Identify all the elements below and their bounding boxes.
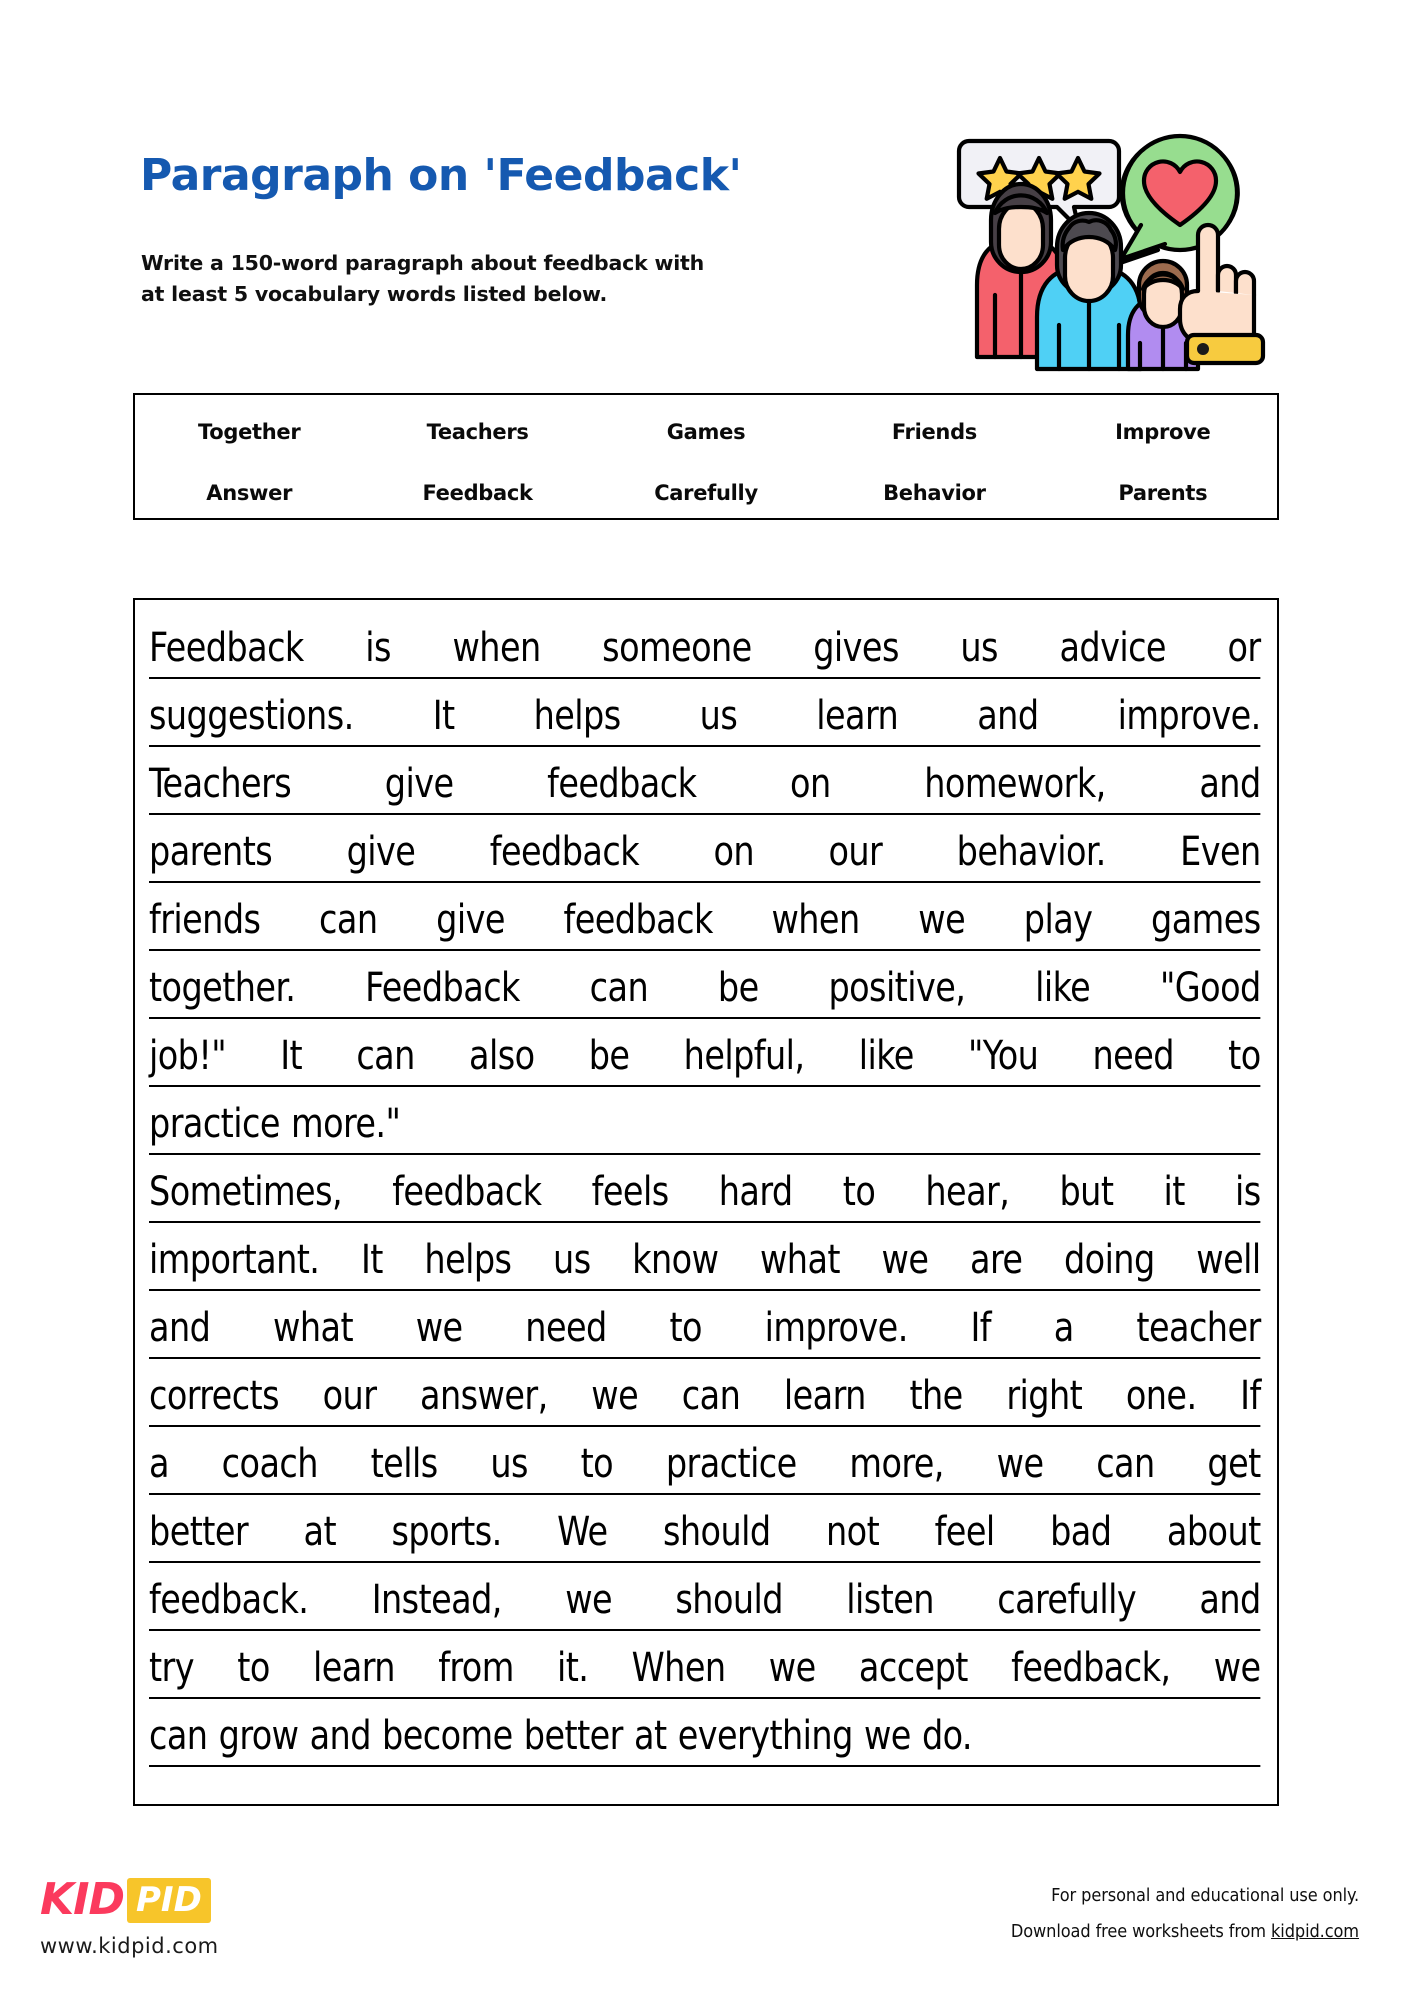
answer-paragraph-1 bbox=[149, 611, 1261, 1155]
answer-word: carefully bbox=[997, 1577, 1137, 1623]
answer-word: It bbox=[432, 693, 455, 739]
answer-word: positive, bbox=[828, 965, 966, 1011]
answer-word: can bbox=[149, 1713, 208, 1759]
vocab-word: Parents bbox=[1118, 481, 1208, 506]
answer-word: helps bbox=[533, 693, 621, 739]
answer-word: we bbox=[863, 1713, 911, 1759]
answer-word: do. bbox=[921, 1713, 972, 1759]
answer-word: practice bbox=[149, 1101, 280, 1147]
answer-word: feedback bbox=[547, 761, 697, 807]
answer-word: feel bbox=[934, 1509, 995, 1555]
vocab-word: Games bbox=[666, 419, 746, 444]
vocabulary-word-bank bbox=[133, 393, 1279, 520]
answer-word: Teachers bbox=[149, 761, 292, 807]
answer-text bbox=[149, 611, 1261, 1767]
answer-word: us bbox=[960, 625, 998, 671]
answer-word: become bbox=[382, 1713, 513, 1759]
answer-word: tells bbox=[370, 1441, 438, 1487]
answer-word: like bbox=[1035, 965, 1091, 1011]
logo-kid-text: KID bbox=[40, 1874, 124, 1925]
answer-word: bad bbox=[1050, 1509, 1112, 1555]
answer-word: teacher bbox=[1136, 1305, 1261, 1351]
vocab-word: Improve bbox=[1115, 419, 1211, 444]
answer-word: can bbox=[319, 897, 378, 943]
answer-word: at bbox=[303, 1509, 337, 1555]
answer-word: Instead, bbox=[371, 1577, 502, 1623]
answer-word: better bbox=[523, 1713, 623, 1759]
answer-word: are bbox=[970, 1237, 1023, 1283]
vocab-word: Behavior bbox=[883, 481, 986, 506]
answer-word: play bbox=[1023, 897, 1093, 943]
answer-word: can bbox=[356, 1033, 415, 1079]
answer-line bbox=[149, 1631, 1261, 1699]
page-title: Paragraph on 'Feedback' bbox=[140, 150, 742, 201]
kidpid-brand bbox=[40, 1874, 219, 1958]
answer-word: corrects bbox=[149, 1373, 279, 1419]
answer-word: a bbox=[1053, 1305, 1074, 1351]
answer-word: behavior. bbox=[956, 829, 1106, 875]
answer-word: gives bbox=[813, 625, 899, 671]
vocab-word: Answer bbox=[206, 481, 293, 506]
answer-word: hear, bbox=[925, 1169, 1010, 1215]
answer-word: feedback, bbox=[1011, 1645, 1171, 1691]
answer-word: Feedback bbox=[149, 625, 304, 671]
answer-word: us bbox=[699, 693, 738, 739]
answer-word: about bbox=[1166, 1509, 1261, 1555]
answer-word: friends bbox=[149, 897, 261, 943]
answer-word: but bbox=[1059, 1169, 1114, 1215]
answer-word: need bbox=[1092, 1033, 1174, 1079]
answer-word: on bbox=[790, 761, 831, 807]
answer-word: our bbox=[322, 1373, 377, 1419]
answer-word: is bbox=[1235, 1169, 1261, 1215]
worksheet-footer bbox=[0, 1860, 1414, 2000]
answer-word: together. bbox=[149, 965, 296, 1011]
answer-word: grow bbox=[218, 1713, 299, 1759]
kidpid-logo bbox=[40, 1874, 219, 1926]
answer-word: and bbox=[1199, 761, 1261, 807]
answer-word: should bbox=[675, 1577, 783, 1623]
answer-line bbox=[149, 611, 1261, 679]
answer-word: doing bbox=[1063, 1237, 1155, 1283]
answer-word: and bbox=[1199, 1577, 1261, 1623]
feedback-people-illustration bbox=[925, 95, 1270, 385]
instruction-line-1: Write a 150-word paragraph about feedback with bbox=[141, 251, 705, 275]
answer-word: we bbox=[881, 1237, 929, 1283]
answer-word: not bbox=[825, 1509, 880, 1555]
vocab-word: Friends bbox=[891, 419, 978, 444]
answer-word: well bbox=[1196, 1237, 1261, 1283]
answer-line bbox=[149, 747, 1261, 815]
answer-line bbox=[149, 679, 1261, 747]
answer-word: our bbox=[828, 829, 883, 875]
answer-word: sports. bbox=[391, 1509, 502, 1555]
vocab-word: Together bbox=[197, 419, 301, 444]
answer-word: to bbox=[1228, 1033, 1261, 1079]
answer-word: Feedback bbox=[365, 965, 520, 1011]
answer-word: and bbox=[309, 1713, 371, 1759]
answer-word: we bbox=[996, 1441, 1044, 1487]
answer-word: more, bbox=[849, 1441, 944, 1487]
answer-word: hard bbox=[718, 1169, 793, 1215]
answer-word: be bbox=[717, 965, 759, 1011]
answer-word: what bbox=[273, 1305, 354, 1351]
answer-word: we bbox=[565, 1577, 613, 1623]
answer-word: When bbox=[631, 1645, 726, 1691]
answer-word: helps bbox=[424, 1237, 512, 1283]
answer-word: If bbox=[970, 1305, 992, 1351]
worksheet-header bbox=[0, 0, 1414, 380]
answer-word: give bbox=[346, 829, 416, 875]
answer-word: It bbox=[280, 1033, 303, 1079]
answer-word: parents bbox=[149, 829, 273, 875]
answer-word: we bbox=[415, 1305, 463, 1351]
answer-word: to bbox=[669, 1305, 702, 1351]
answer-line bbox=[149, 1495, 1261, 1563]
answer-word: we bbox=[918, 897, 966, 943]
answer-line bbox=[149, 1291, 1261, 1359]
answer-line bbox=[149, 815, 1261, 883]
answer-word: feels bbox=[591, 1169, 669, 1215]
answer-word: to bbox=[580, 1441, 614, 1487]
answer-word: we bbox=[1213, 1645, 1261, 1691]
answer-word: improve. bbox=[1117, 693, 1261, 739]
worksheet-instructions bbox=[141, 248, 741, 310]
answer-word: need bbox=[525, 1305, 607, 1351]
answer-word: Sometimes, bbox=[149, 1169, 343, 1215]
answer-word: when bbox=[452, 625, 541, 671]
answer-word: improve. bbox=[764, 1305, 908, 1351]
answer-word: "Good bbox=[1159, 965, 1261, 1011]
answer-word: answer, bbox=[420, 1373, 548, 1419]
answer-word: it bbox=[1163, 1169, 1185, 1215]
answer-word: the bbox=[909, 1373, 963, 1419]
answer-word: can bbox=[1096, 1441, 1155, 1487]
answer-word: like bbox=[858, 1033, 914, 1079]
answer-word: give bbox=[436, 897, 505, 943]
answer-line bbox=[149, 951, 1261, 1019]
download-note-prefix: Download free worksheets from bbox=[1010, 1921, 1272, 1942]
usage-note-line-2 bbox=[1011, 1914, 1359, 1950]
answer-word: also bbox=[469, 1033, 535, 1079]
answer-line bbox=[149, 1563, 1261, 1631]
answer-word: a bbox=[149, 1441, 169, 1487]
answer-word: be bbox=[588, 1033, 630, 1079]
answer-word: practice bbox=[665, 1441, 797, 1487]
footer-usage-note bbox=[1011, 1878, 1359, 1950]
answer-word: from bbox=[438, 1645, 514, 1691]
answer-word: and bbox=[977, 693, 1039, 739]
answer-word: we bbox=[768, 1645, 816, 1691]
answer-word: right bbox=[1006, 1373, 1083, 1419]
vocabulary-row-2 bbox=[135, 463, 1277, 529]
answer-word: learn bbox=[312, 1645, 395, 1691]
answer-word: learn bbox=[816, 693, 899, 739]
instruction-line-2: at least 5 vocabulary words listed below. bbox=[141, 282, 608, 307]
answer-line bbox=[149, 1359, 1261, 1427]
answer-word: we bbox=[591, 1373, 639, 1419]
answer-word: us bbox=[553, 1237, 591, 1283]
answer-word: someone bbox=[602, 625, 752, 671]
answer-word: helpful, bbox=[683, 1033, 805, 1079]
answer-word: feedback bbox=[392, 1169, 542, 1215]
answer-word: should bbox=[662, 1509, 771, 1555]
answer-word: Even bbox=[1180, 829, 1261, 875]
answer-word: We bbox=[557, 1509, 608, 1555]
vocab-word: Feedback bbox=[422, 481, 533, 506]
answer-word: to bbox=[842, 1169, 876, 1215]
answer-word: more." bbox=[291, 1101, 401, 1147]
answer-word: feedback bbox=[563, 897, 713, 943]
answer-word: when bbox=[771, 897, 860, 943]
kidpid-link[interactable]: kidpid.com bbox=[1271, 1921, 1359, 1942]
answer-line bbox=[149, 1087, 1261, 1155]
answer-word: on bbox=[713, 829, 755, 875]
answer-word: better bbox=[149, 1509, 249, 1555]
answer-paragraph-2 bbox=[149, 1155, 1261, 1767]
answer-line bbox=[149, 1155, 1261, 1223]
answer-word: try bbox=[149, 1645, 195, 1691]
answer-word: one. bbox=[1125, 1373, 1197, 1419]
answer-word: and bbox=[149, 1305, 211, 1351]
answer-word: is bbox=[365, 625, 391, 671]
answer-word: accept bbox=[858, 1645, 968, 1691]
answer-line bbox=[149, 1019, 1261, 1087]
answer-word: advice bbox=[1059, 625, 1166, 671]
answer-word: at bbox=[634, 1713, 667, 1759]
answer-word: feedback. bbox=[149, 1577, 309, 1623]
answer-word: what bbox=[759, 1237, 840, 1283]
answer-word: it. bbox=[557, 1645, 589, 1691]
vocabulary-row-1 bbox=[135, 395, 1277, 463]
answer-line bbox=[149, 1223, 1261, 1291]
answer-word: If bbox=[1240, 1373, 1261, 1419]
answer-word: give bbox=[384, 761, 454, 807]
answer-line bbox=[149, 883, 1261, 951]
answer-word: job!" bbox=[149, 1033, 227, 1079]
answer-word: know bbox=[632, 1237, 719, 1283]
answer-word: everything bbox=[677, 1713, 853, 1759]
answer-writing-area[interactable] bbox=[133, 598, 1279, 1806]
answer-line bbox=[149, 1427, 1261, 1495]
answer-word: listen bbox=[846, 1577, 934, 1623]
answer-word: homework, bbox=[924, 761, 1106, 807]
vocab-word: Carefully bbox=[654, 481, 758, 506]
answer-word: us bbox=[490, 1441, 528, 1487]
answer-word: or bbox=[1227, 625, 1261, 671]
answer-word: get bbox=[1207, 1441, 1261, 1487]
vocab-word: Teachers bbox=[426, 419, 529, 444]
answer-word: coach bbox=[221, 1441, 318, 1487]
brand-url: www.kidpid.com bbox=[40, 1934, 219, 1958]
answer-word: suggestions. bbox=[149, 693, 354, 739]
answer-word: important. bbox=[149, 1237, 320, 1283]
answer-word: to bbox=[237, 1645, 270, 1691]
answer-word: "You bbox=[967, 1033, 1039, 1079]
usage-note-line-1: For personal and educational use only. bbox=[1051, 1885, 1359, 1906]
answer-word: can bbox=[589, 965, 649, 1011]
answer-word: learn bbox=[783, 1373, 866, 1419]
answer-word: can bbox=[681, 1373, 741, 1419]
answer-line bbox=[149, 1699, 1261, 1767]
answer-word: games bbox=[1151, 897, 1261, 943]
answer-word: feedback bbox=[489, 829, 640, 875]
logo-pid-text: PID bbox=[127, 1878, 211, 1923]
answer-word: It bbox=[360, 1237, 383, 1283]
